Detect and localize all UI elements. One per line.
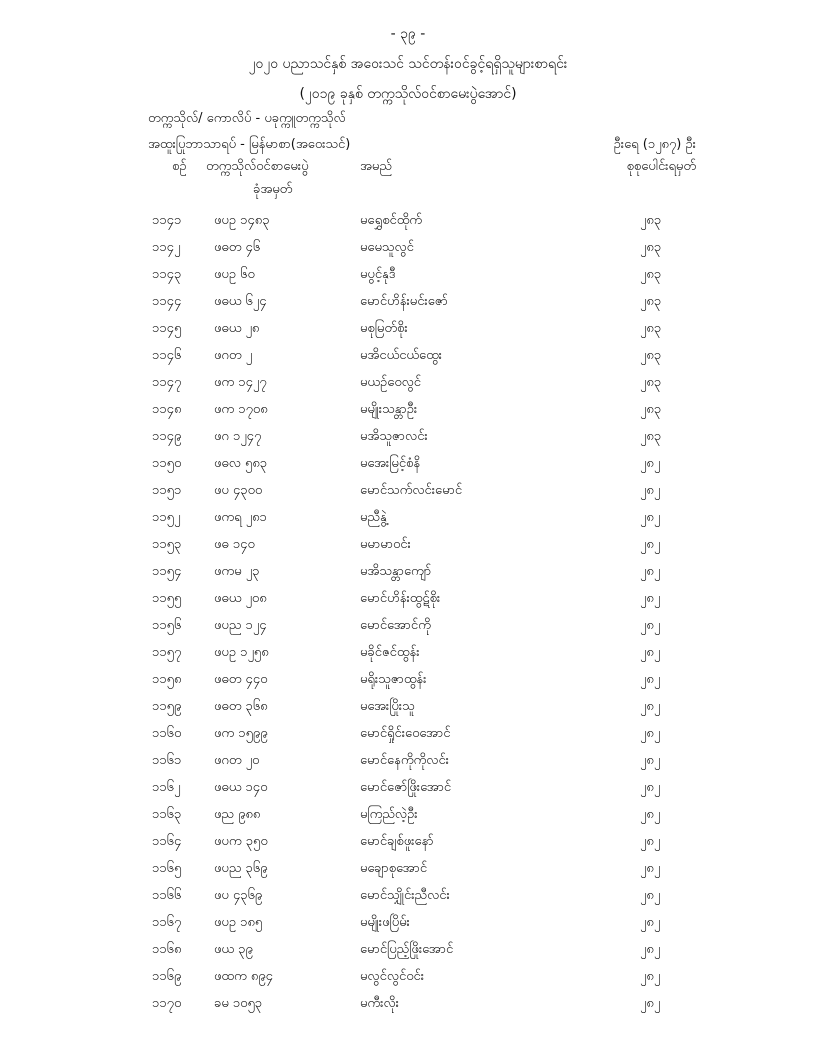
serial-cell: ၁၁၄၂ [152, 240, 181, 255]
name-cell: မောင်အောင်ကို [360, 618, 431, 633]
table-row [0, 937, 816, 964]
total-marks-cell: ၂၈၂ [640, 726, 661, 741]
name-cell: မောင်ပြည့်ဖြိုးအောင် [360, 942, 454, 957]
roll-number-cell: ဖယ ၃၉ [214, 942, 253, 957]
name-cell: မကြည်လဲ့ဦး [360, 807, 418, 822]
roll-number-cell: ဖပဥ ၁၂၅၈ [214, 645, 269, 660]
table-row [0, 424, 816, 451]
total-marks-cell: ၂၈၂ [640, 942, 661, 957]
roll-number-cell: ဖထက ၈၉၄ [214, 969, 273, 984]
table-row [0, 991, 816, 1018]
name-cell: မောင်ရှိုင်းဝေအောင် [360, 726, 451, 741]
serial-cell: ၁၁၄၁ [152, 213, 182, 228]
roll-number-cell: ဖဓ ၁၄၀ [214, 537, 255, 552]
total-marks-cell: ၂၈၃ [640, 321, 662, 336]
serial-cell: ၁၁၆၈ [152, 942, 182, 957]
serial-cell: ၁၁၄၈ [152, 402, 182, 417]
total-marks-cell: ၂၈၂ [640, 888, 661, 903]
total-marks-cell: ၂၈၂ [640, 834, 661, 849]
name-cell: မရိုးသူဇာထွန်း [360, 672, 427, 687]
serial-cell: ၁၁၆၀ [152, 726, 182, 741]
name-cell: မချောစုအောင် [360, 861, 428, 876]
name-cell: မပွင့်နုဒီ [360, 267, 396, 282]
name-cell: မမျိုးသန္တာဦး [360, 402, 418, 417]
serial-cell: ၁၁၄၃ [152, 267, 182, 282]
name-cell: မောင်နေကိုကိုလင်း [360, 753, 449, 768]
table-row [0, 829, 816, 856]
roll-number-cell: ဖဓလ ၅၈၃ [214, 456, 268, 471]
department-line: အထူးပြုဘာသာရပ် - မြန်မာစာ(အဝေးသင်) [148, 137, 351, 152]
total-marks-cell: ၂၈၃ [640, 348, 662, 363]
table-row [0, 613, 816, 640]
roll-number-cell: ဖကရ ၂၈၁ [214, 510, 267, 525]
page-number: - ၃၉ - [390, 26, 426, 42]
roll-number-cell: ဖဓတ ၄၄၀ [214, 672, 268, 687]
serial-cell: ၁၁၅၄ [152, 564, 182, 579]
total-marks-cell: ၂၈၂ [640, 969, 661, 984]
serial-cell: ၁၁၅၇ [152, 645, 182, 660]
roll-number-cell: ဖပဥ ၆၀ [214, 267, 255, 282]
table-row [0, 775, 816, 802]
roll-number-cell: ဖဓတ ၃၆၈ [214, 699, 268, 714]
total-marks-cell: ၂၈၃ [640, 402, 662, 417]
table-row [0, 235, 816, 262]
roll-number-cell: ဖဓယ ၁၄၀ [214, 780, 268, 795]
name-cell: မစုမြတ်စိုး [360, 321, 408, 336]
table-row [0, 262, 816, 289]
roll-number-cell: ဖဓယ ၂၈ [214, 321, 260, 336]
total-marks-cell: ၂၈၂ [640, 645, 661, 660]
name-cell: မကီးလိုး [360, 996, 399, 1011]
table-row [0, 289, 816, 316]
name-cell: မအိသူဇာလင်း [360, 429, 428, 444]
roll-number-cell: ဖက ၁၅၉၉ [214, 726, 268, 741]
roll-number-cell: ဖည ၉၈၈ [214, 807, 261, 822]
total-marks-cell: ၂၈၂ [640, 915, 661, 930]
name-cell: မမာမာဝင်း [360, 537, 411, 552]
serial-cell: ၁၁၅၃ [152, 537, 182, 552]
total-marks-cell: ၂၈၂ [640, 780, 661, 795]
table-row [0, 802, 816, 829]
table-row [0, 964, 816, 991]
name-cell: မောင်ဟိန်းထွဋ်စိုး [360, 591, 441, 606]
name-cell: မညီနွဲ့ [360, 510, 387, 525]
total-marks-cell: ၂၈၂ [640, 591, 661, 606]
total-marks-cell: ၂၈၂ [640, 861, 661, 876]
result-list [0, 208, 816, 1018]
total-marks-cell: ၂၈၂ [640, 537, 661, 552]
header-roll-number-line2: ခုံအမှတ် [253, 182, 293, 197]
total-marks-cell: ၂၈၂ [640, 456, 661, 471]
serial-cell: ၁၁၄၅ [152, 321, 182, 336]
minimum-marks: ဦးရေ (၁၂၈၇) ဦး [613, 137, 696, 152]
name-cell: မလွင်လွင်ဝင်း [360, 969, 425, 984]
roll-number-cell: ဖဓတ ၄၆ [214, 240, 261, 255]
header-total-marks: စုစုပေါင်းရမှတ် [626, 159, 696, 174]
total-marks-cell: ၂၈၂ [640, 618, 661, 633]
serial-cell: ၁၁၅၈ [152, 672, 182, 687]
roll-number-cell: ဖဂတ ၂ [214, 348, 253, 363]
serial-cell: ၁၁၆၄ [152, 834, 182, 849]
table-row [0, 343, 816, 370]
name-cell: မောင်ဇော်ဖြိုးအောင် [360, 780, 452, 795]
name-cell: မောင်ဟိန်းမင်းဇော် [360, 294, 448, 309]
roll-number-cell: ဖပည ၃၆၉ [214, 861, 268, 876]
serial-cell: ၁၁၆၆ [152, 888, 182, 903]
serial-cell: ၁၁၅၉ [152, 699, 182, 714]
name-cell: မမျိုးဖပြိမ်း [360, 915, 410, 930]
table-row [0, 370, 816, 397]
serial-cell: ၁၁၆၅ [152, 861, 182, 876]
serial-cell: ၁၁၅၅ [152, 591, 182, 606]
serial-cell: ၁၁၆၉ [152, 969, 182, 984]
table-row [0, 559, 816, 586]
serial-cell: ၁၁၆၇ [152, 915, 182, 930]
name-cell: မအိသန္တာကျော် [360, 564, 432, 579]
name-cell: မောင်သက်လင်းမောင် [360, 483, 463, 498]
total-marks-cell: ၂၈၂ [640, 564, 661, 579]
name-cell: မအေးပြိုးသူ [360, 699, 415, 714]
table-row [0, 694, 816, 721]
university-line: တက္ကသိုလ်/ ကောလိပ် - ပခုက္ကူတက္ကသိုလ် [148, 111, 346, 126]
table-row [0, 721, 816, 748]
table-row [0, 208, 816, 235]
roll-number-cell: ဖက ၁၇၀၈ [214, 402, 268, 417]
roll-number-cell: ဖဓယ ၂၀၈ [214, 591, 267, 606]
serial-cell: ၁၁၅၁ [152, 483, 182, 498]
serial-cell: ၁၁၆၃ [152, 807, 182, 822]
total-marks-cell: ၂၈၂ [640, 510, 661, 525]
serial-cell: ၁၁၄၆ [152, 348, 182, 363]
serial-cell: ၁၁၅၀ [152, 456, 182, 471]
roll-number-cell: ဖပ ၄၃၀၀ [214, 483, 263, 498]
table-row [0, 667, 816, 694]
roll-number-cell: ဖဓယ ၆၂၄ [214, 294, 267, 309]
header-name: အမည် [360, 159, 392, 174]
total-marks-cell: ၂၈၃ [640, 213, 662, 228]
total-marks-cell: ၂၈၃ [640, 429, 662, 444]
document-subtitle: (၂၀၁၉ ခုနှစ် တက္ကသိုလ်ဝင်စာမေးပွဲအောင်) [299, 86, 517, 102]
name-cell: မမေသူလွင် [360, 240, 414, 255]
table-row [0, 451, 816, 478]
table-row [0, 316, 816, 343]
table-row [0, 505, 816, 532]
serial-cell: ၁၁၅၆ [152, 618, 182, 633]
roll-number-cell: ဖပဥ ၁၄၈၃ [214, 213, 270, 228]
roll-number-cell: ဖဂ ၁၂၄၇ [214, 429, 262, 444]
name-cell: မအေးမြင့်စံနိ [360, 456, 421, 471]
total-marks-cell: ၂၈၂ [640, 699, 661, 714]
name-cell: မခိုင်ဇင်ထွန်း [360, 645, 420, 660]
name-cell: မရွှေစင်ထိုက် [360, 213, 423, 228]
serial-cell: ၁၁၄၄ [152, 294, 182, 309]
roll-number-cell: ဖကမ ၂၃ [214, 564, 260, 579]
serial-cell: ၁၁၆၁ [152, 753, 182, 768]
document-title: ၂၀၂၀ ပညာသင်နှစ် အဝေးသင် သင်တန်းဝင်ခွင့်ရရှိသူများစာရင်း [248, 56, 568, 72]
serial-cell: ၁၁၇၀ [152, 996, 182, 1011]
table-row [0, 586, 816, 613]
table-row [0, 532, 816, 559]
table-row [0, 883, 816, 910]
roll-number-cell: ဖပည ၁၂၄ [214, 618, 267, 633]
roll-number-cell: ဖဂတ ၂၀ [214, 753, 260, 768]
name-cell: မောင်ချစ်ဖူးနော် [360, 834, 434, 849]
total-marks-cell: ၂၈၂ [640, 807, 661, 822]
total-marks-cell: ၂၈၂ [640, 753, 661, 768]
table-row [0, 856, 816, 883]
header-roll-number: တက္ကသိုလ်ဝင်စာမေးပွဲ [206, 159, 309, 174]
total-marks-cell: ၂၈၂ [640, 483, 661, 498]
name-cell: မအိငယ်ငယ်ထွေး [360, 348, 442, 363]
name-cell: မယဉ်ဝေလွင် [360, 375, 422, 390]
roll-number-cell: ခမ ၁၀၅၃ [214, 996, 263, 1011]
total-marks-cell: ၂၈၃ [640, 294, 662, 309]
name-cell: မောင်သျှိုင်းညီလင်း [360, 888, 450, 903]
table-row [0, 640, 816, 667]
table-row [0, 748, 816, 775]
table-row [0, 397, 816, 424]
roll-number-cell: ဖပဥ ၁၈၅ [214, 915, 263, 930]
serial-cell: ၁၁၄၉ [152, 429, 182, 444]
serial-cell: ၁၁၅၂ [152, 510, 181, 525]
total-marks-cell: ၂၈၃ [640, 240, 662, 255]
total-marks-cell: ၂၈၃ [640, 267, 662, 282]
header-serial: စဉ် [172, 159, 187, 174]
table-row [0, 478, 816, 505]
roll-number-cell: ဖပက ၃၅၀ [214, 834, 268, 849]
total-marks-cell: ၂၈၂ [640, 996, 661, 1011]
serial-cell: ၁၁၆၂ [152, 780, 181, 795]
roll-number-cell: ဖပ ၄၃၆၉ [214, 888, 263, 903]
table-row [0, 910, 816, 937]
serial-cell: ၁၁၄၇ [152, 375, 182, 390]
roll-number-cell: ဖက ၁၄၂၇ [214, 375, 267, 390]
total-marks-cell: ၂၈၃ [640, 375, 662, 390]
total-marks-cell: ၂၈၂ [640, 672, 661, 687]
